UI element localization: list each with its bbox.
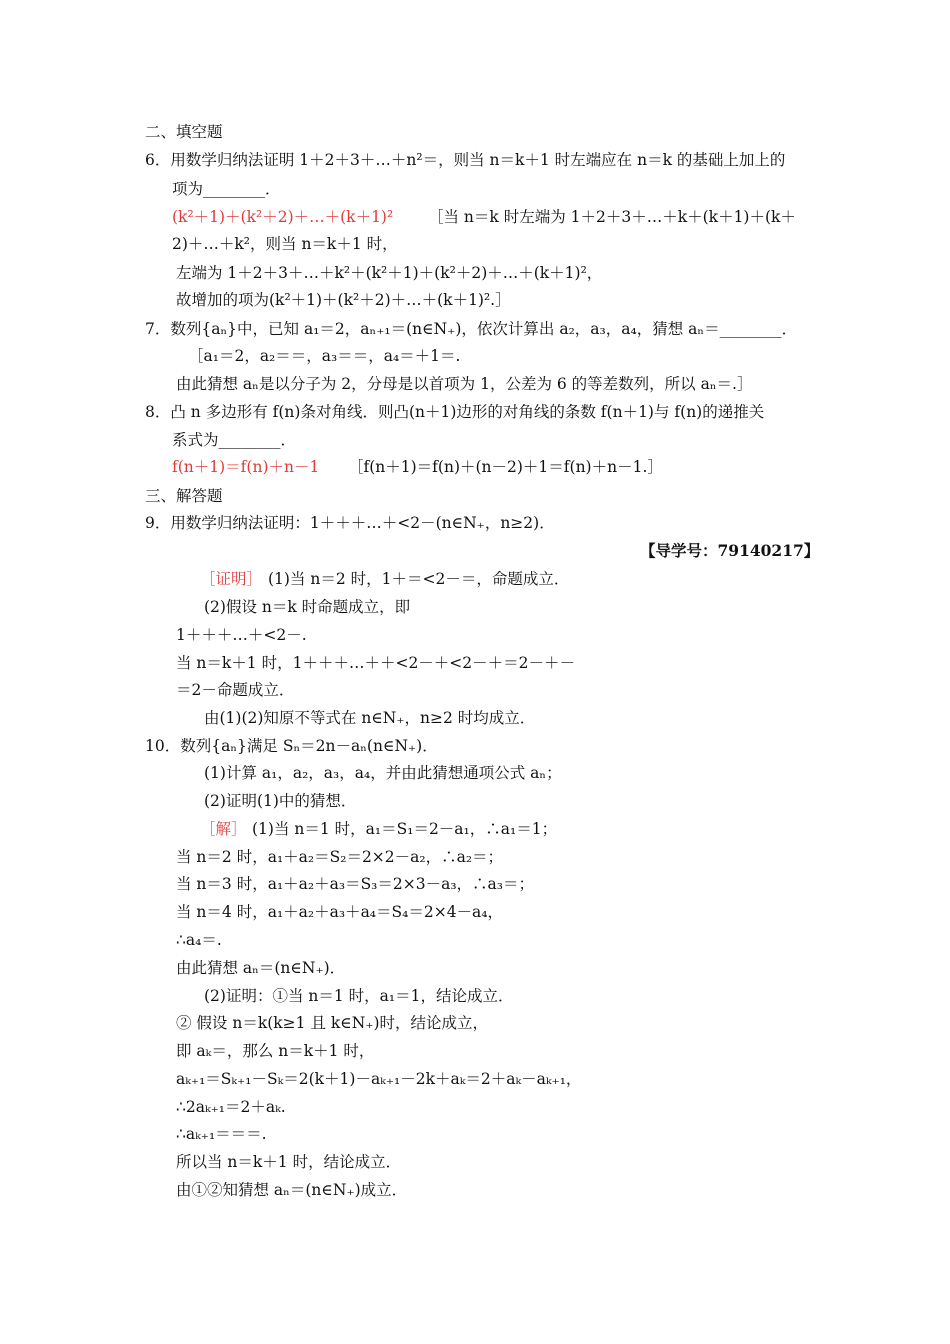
solution-10-line-4: 当 n＝4 时，a₁＋a₂＋a₃＋a₄＝S₄＝2×4－a₄， <box>176 903 504 921</box>
explanation-6-line-4: 故增加的项为(k²＋1)＋(k²＋2)＋…＋(k＋1)².］ <box>176 291 511 309</box>
question-6-line-2: 项为________． <box>172 180 281 198</box>
solution-10-line-11: ∴2aₖ₊₁＝2＋aₖ. <box>176 1098 286 1116</box>
proof-9-line-4: 当 n＝k＋1 时，1＋＋＋…＋＋<2－＋<2－＋＝2－＋－ <box>176 654 576 672</box>
solution-10-line-12: ∴aₖ₊₁＝＝＝. <box>176 1125 267 1143</box>
solution-10-line-9: 即 aₖ＝，那么 n＝k＋1 时， <box>176 1042 375 1060</box>
explanation-7-line-1: ［a₁＝2，a₂＝＝，a₃＝＝，a₄＝＋1＝. <box>188 347 461 365</box>
question-10-part-2: (2)证明(1)中的猜想． <box>204 792 357 810</box>
solution-10-line-13: 所以当 n＝k＋1 时，结论成立． <box>176 1153 402 1171</box>
question-7: 7．数列{aₙ}中，已知 a₁＝2，aₙ₊₁＝(n∈N₊)，依次计算出 a₂，a₃，a₄，猜想 aₙ＝________． <box>145 320 798 338</box>
proof-9-conclusion: 由(1)(2)知原不等式在 n∈N₊，n≥2 时均成立． <box>204 709 536 727</box>
answer-8: f(n＋1)＝f(n)＋n－1 <box>172 458 320 476</box>
solution-label: ［解］ <box>200 820 247 838</box>
solution-10-line-3: 当 n＝3 时，a₁＋a₂＋a₃＝S₃＝2×3－a₃，∴a₃＝； <box>176 875 535 893</box>
explanation-6-line-1: ［当 n＝k 时左端为 1＋2＋3＋…＋k＋(k＋1)＋(k＋ <box>428 208 796 226</box>
question-8-line-2: 系式为________． <box>172 431 297 449</box>
solution-10-line-1: (1)当 n＝1 时，a₁＝S₁＝2－a₁，∴a₁＝1； <box>252 820 558 838</box>
section-heading-fill-in: 二、填空题 <box>145 123 223 141</box>
proof-9-line-2: (2)假设 n＝k 时命题成立，即 <box>204 598 411 616</box>
question-10-part-1: (1)计算 a₁，a₂，a₃，a₄，并由此猜想通项公式 aₙ； <box>204 764 562 782</box>
explanation-6-line-2: 2)＋…＋k²，则当 n＝k＋1 时， <box>172 235 398 253</box>
solution-10-line-10: aₖ₊₁＝Sₖ₊₁－Sₖ＝2(k＋1)－aₖ₊₁－2k＋aₖ＝2＋aₖ－aₖ₊₁， <box>176 1070 582 1088</box>
proof-9-line-3: 1＋＋＋…＋<2－. <box>176 626 307 644</box>
solution-10-line-7: (2)证明：①当 n＝1 时，a₁＝1，结论成立． <box>204 987 514 1005</box>
question-8-line-1: 8．凸 n 多边形有 f(n)条对角线．则凸(n＋1)边形的对角线的条数 f(n＋1)与 f(n)的递推关 <box>145 403 765 421</box>
explanation-8: ［f(n＋1)＝f(n)＋(n－2)＋1＝f(n)＋n－1.］ <box>348 458 663 476</box>
solution-10-line-8: ② 假设 n＝k(k≥1 且 k∈N₊)时，结论成立， <box>176 1014 489 1032</box>
proof-label: ［证明］ <box>200 570 263 588</box>
solution-10-line-5: ∴a₄＝. <box>176 931 222 949</box>
explanation-6-line-3: 左端为 1＋2＋3＋…＋k²＋(k²＋1)＋(k²＋2)＋…＋(k＋1)²， <box>176 264 603 282</box>
question-6-line-1: 6．用数学归纳法证明 1＋2＋3＋…＋n²＝，则当 n＝k＋1 时左端应在 n＝k 的基础上加上的 <box>145 151 786 169</box>
explanation-7-line-2: 由此猜想 aₙ是以分子为 2，分母是以首项为 1，公差为 6 的等差数列，所以 aₙ＝.］ <box>176 375 753 393</box>
proof-9-line-5: ＝2－命题成立． <box>176 681 295 699</box>
solution-10-line-2: 当 n＝2 时，a₁＋a₂＝S₂＝2×2－a₂，∴a₂＝； <box>176 848 504 866</box>
question-10: 10．数列{aₙ}满足 Sₙ＝2n－aₙ(n∈N₊)． <box>145 737 438 755</box>
solution-10-line-6: 由此猜想 aₙ＝(n∈N₊)． <box>176 959 346 977</box>
proof-9-line-1: (1)当 n＝2 时，1＋＝<2－＝，命题成立． <box>268 570 570 588</box>
solution-10-line-14: 由①②知猜想 aₙ＝(n∈N₊)成立． <box>176 1181 408 1199</box>
question-9: 9．用数学归纳法证明：1＋＋＋…＋<2－(n∈N₊，n≥2)． <box>145 514 555 532</box>
section-heading-solutions: 三、解答题 <box>145 487 223 505</box>
guide-number: 【导学号：79140217】 <box>640 541 820 560</box>
answer-6: (k²＋1)＋(k²＋2)＋…＋(k＋1)² <box>172 208 394 226</box>
